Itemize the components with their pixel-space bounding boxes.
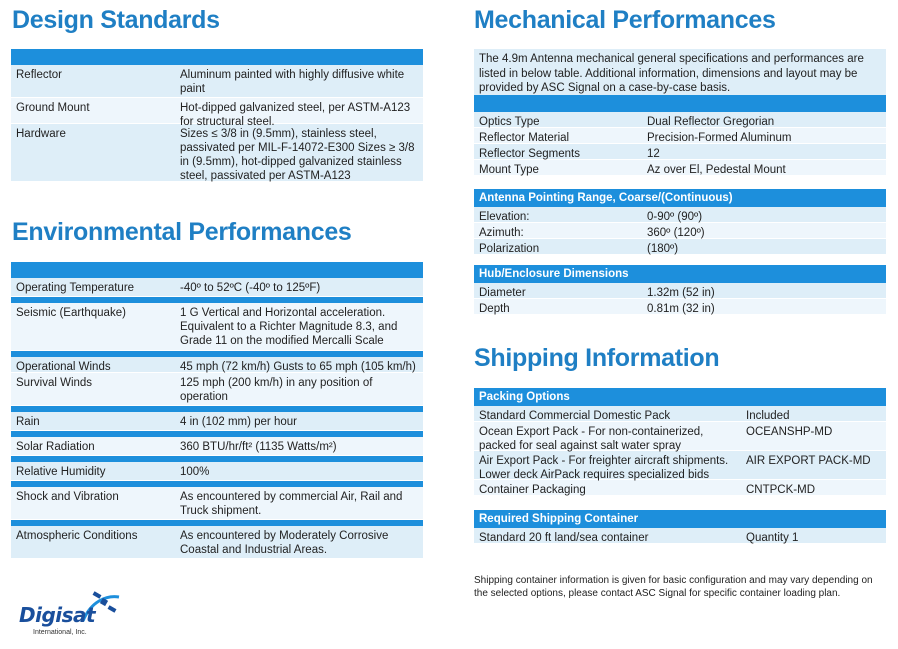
table-row: Shock and Vibration As encountered by commercial Air, Rail and Truck shipment. xyxy=(11,487,423,520)
table-row: Standard Commercial Domestic Pack Included xyxy=(474,406,886,422)
design-standards-title: Design Standards xyxy=(12,6,220,34)
logo-subtitle: International, Inc. xyxy=(33,629,87,636)
mechanical-table xyxy=(474,112,886,175)
table-row: Operational Winds 45 mph (72 km/h) Gusts to 65 mph (105 km/h) xyxy=(11,357,423,373)
hub-dimensions-header: Hub/Enclosure Dimensions xyxy=(474,265,886,283)
table-row: Optics Type Dual Reflector Gregorian xyxy=(474,112,886,128)
table-row: Atmospheric Conditions As encountered by Moderately Corrosive Coastal and Industrial Areas. xyxy=(11,526,423,558)
table-row: Seismic (Earthquake) 1 G Vertical and Horizontal acceleration. Equivalent to a Richter Magnitude 8.3, and Grade 11 on the modified Mercalli Scale xyxy=(11,303,423,351)
shipping-container-table xyxy=(474,510,886,543)
shipping-information-title: Shipping Information xyxy=(474,344,720,372)
pointing-range-header: Antenna Pointing Range, Coarse/(Continuous) xyxy=(474,189,886,207)
logo-wordmark: Digisat xyxy=(19,603,96,627)
intro-text: The 4.9m Antenna mechanical general specifications and performances are listed in below table. Additional information, dimensions and layout may be provided by ASC Signal on a case-by-case basis. xyxy=(474,49,886,95)
shipping-container-header: Required Shipping Container xyxy=(474,510,886,528)
table-row: Hardware Sizes ≤ 3/8 in (9.5mm), stainless steel, passivated per MIL-F-14072-E300 Sizes ≥ 3/8 in (9.5mm), hot-dipped galvanized stainless steel, passivated per ASTM-A123 xyxy=(11,124,423,181)
table-row: Solar Radiation 360 BTU/hr/ft² (1135 Watts/m²) xyxy=(11,437,423,456)
table-row: Container Packaging CNTPCK-MD xyxy=(474,480,886,495)
table-row: Mount Type Az over El, Pedestal Mount xyxy=(474,160,886,175)
company-logo xyxy=(19,595,129,645)
table-row: Ground Mount Hot-dipped galvanized steel, per ASTM-A123 for structural steel. xyxy=(11,98,423,124)
table-row: Relative Humidity 100% xyxy=(11,462,423,481)
hub-dimensions-table xyxy=(474,265,886,314)
table-row: Air Export Pack - For freighter aircraft shipments. Lower deck AirPack requires specialized bids AIR EXPORT PACK-MD xyxy=(474,451,886,480)
table-row: Diameter 1.32m (52 in) xyxy=(474,283,886,299)
mechanical-intro xyxy=(474,49,886,113)
table-row: Ocean Export Pack - For non-containerized, packed for seal against salt water spray OCEANSHP-MD xyxy=(474,422,886,451)
table-row: Reflector Material Precision-Formed Aluminum xyxy=(474,128,886,144)
table-header-bar xyxy=(11,262,423,278)
packing-options-table xyxy=(474,388,886,495)
table-row: Polarization (180º) xyxy=(474,239,886,254)
environmental-table xyxy=(11,262,423,558)
environmental-performances-title: Environmental Performances xyxy=(12,218,352,246)
table-row: Rain 4 in (102 mm) per hour xyxy=(11,412,423,431)
table-row: Standard 20 ft land/sea container Quantity 1 xyxy=(474,528,886,543)
mechanical-performances-title: Mechanical Performances xyxy=(474,6,776,34)
table-row: Reflector Segments 12 xyxy=(474,144,886,160)
shipping-note: Shipping container information is given for basic configuration and may vary depending on the selected options, please contact ASC Signal for specific container loading plan. xyxy=(474,575,873,599)
table-row: Depth 0.81m (32 in) xyxy=(474,299,886,314)
packing-options-header: Packing Options xyxy=(474,388,886,406)
pointing-range-table xyxy=(474,189,886,254)
table-row: Elevation: 0-90º (90º) xyxy=(474,207,886,223)
table-row: Operating Temperature -40º to 52ºC (-40º to 125ºF) xyxy=(11,278,423,297)
table-header-bar xyxy=(474,95,886,113)
table-header-bar xyxy=(11,49,423,65)
table-row: Reflector Aluminum painted with highly diffusive white paint xyxy=(11,65,423,98)
design-standards-table xyxy=(11,49,423,181)
table-row: Survival Winds 125 mph (200 km/h) in any position of operation xyxy=(11,373,423,406)
table-row: Azimuth: 360º (120º) xyxy=(474,223,886,239)
